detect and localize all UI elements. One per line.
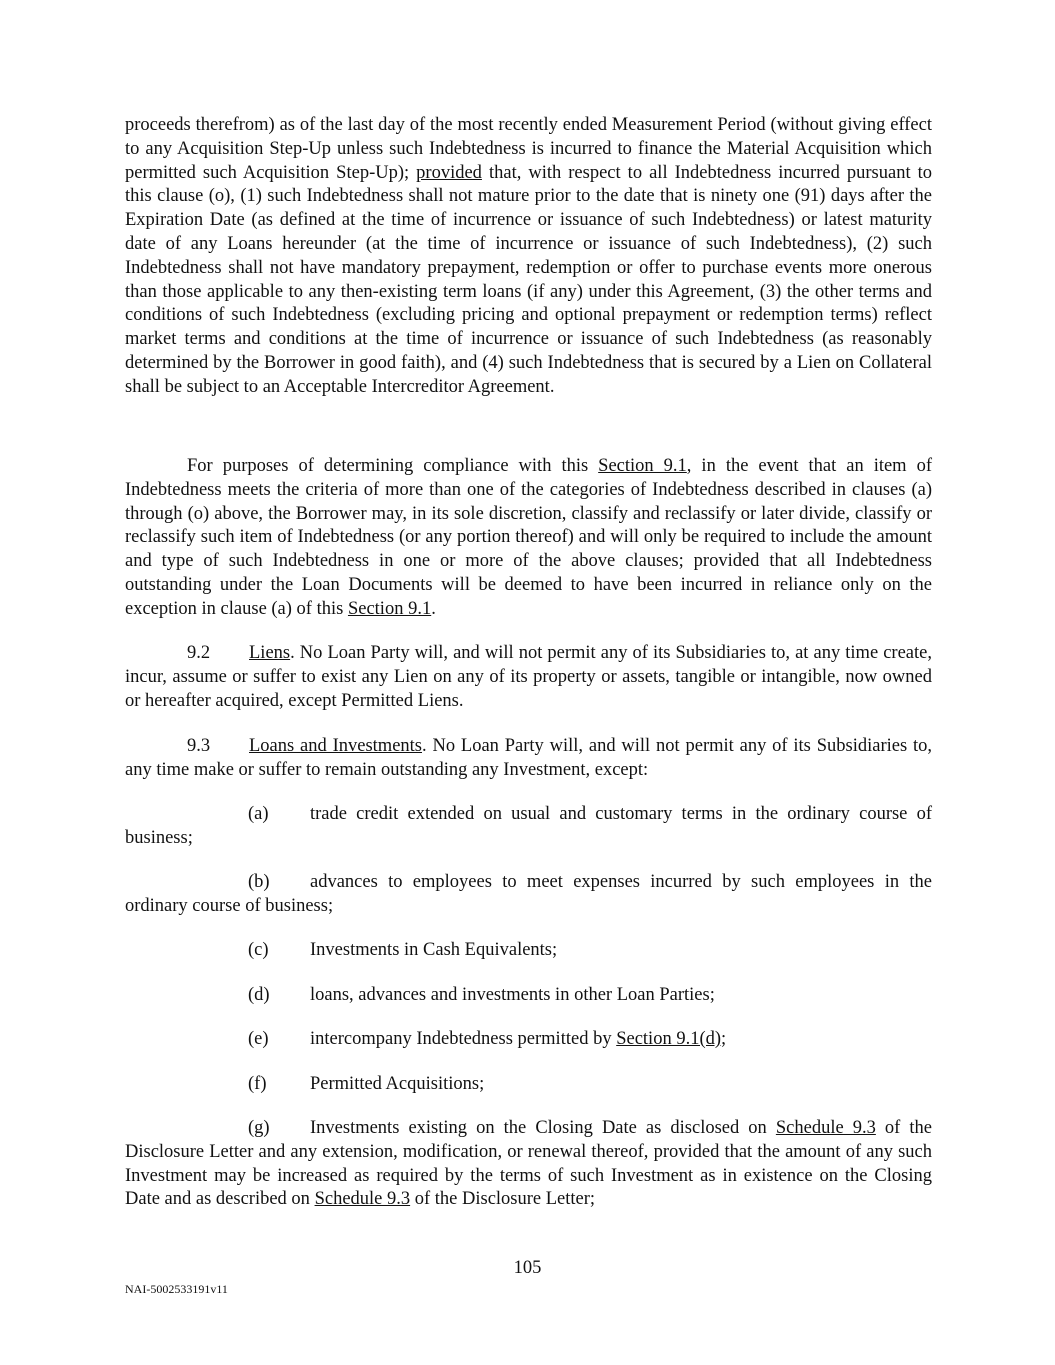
section-9-1-link[interactable]: Section 9.1 [598,456,687,476]
clause-label: (d) [248,985,270,1005]
section-title: Liens [249,643,291,663]
section-number: 9.2 [187,643,211,663]
schedule-9-3-link[interactable]: Schedule 9.3 [775,1118,876,1138]
paragraph-compliance-section-9-1: For purposes of determining compliance with this Section 9.1, in the event that an item of Indebtedness meets the criteria of more than one of the categories of Indebtedness described in clauses (a) through (o) above, the Borrower may, in its sole discretion, classify and reclassify or later divide, classify or reclassify such item of Indebtedness (or any portion thereof) and will only be required to include the amount and type of such Indebtedness in one or more of the above clauses; provided that all Indebtedness outstanding under the Loan Documents will be deemed to have been incurred in reliance only on the exception in clause (a) of this Section 9.1. [125,456,932,619]
clause-e: (e) intercompany Indebtedness permitted by Section 9.1(d); [125,1028,932,1052]
paragraph-indebtedness-clause-o: proceeds therefrom) as of the last day of the most recently ended Measurement Period (without giving effect to any Acquisition Step-Up unless such Indebtedness is incurred to finance the Material Acquisition which permitted such Acquisition Step-Up); provided that, with respect to all Indebtedness incurred pursuant to this clause (o), (1) such Indebtedness shall not mature prior to the date that is ninety one (91) days after the Expiration Date (as defined at the time of incurrence or issuance of such Indebtedness) or latest maturity date of any Loans hereunder (at the time of incurrence or issuance of such Indebtedness), (2) such Indebtedness shall not have mandatory prepayment, redemption or offer to purchase events more onerous than those applicable to any then-existing term loans (if any) under this Agreement, (3) the other terms and conditions of such Indebtedness (excluding pricing and optional prepayment or redemption terms) reflect market terms and conditions at the time of incurrence or issuance of such Indebtedness (as reasonably determined by the Borrower in good faith), and (4) such Indebtedness that is secured by a Lien on Collateral shall be subject to an Acceptable Intercreditor Agreement. [125,115,932,397]
section-number: 9.3 [187,736,211,756]
section-9-3-loans-and-investments: 9.3 Loans and Investments. No Loan Party will, and will not permit any of its Subsidiaries to, any time make or suffer to remain outstanding any Investment, except: [125,736,933,780]
clause-d: (d) loans, advances and investments in other Loan Parties; [125,984,932,1008]
clause-c: (c) Investments in Cash Equivalents; [125,939,932,963]
section-9-2-liens: 9.2 Liens. No Loan Party will, and will not permit any of its Subsidiaries to, at any time create, incur, assume or suffer to exist any Lien on any of its property or assets, tangible or intangible, now owned or hereafter acquired, except Permitted Liens. [125,643,932,711]
document-id: NAI-5002533191v11 [125,1282,228,1296]
clause-f: (f) Permitted Acquisitions; [125,1073,932,1097]
clause-label: (f) [248,1074,267,1094]
clause-g: (g) Investments existing on the Closing Date as disclosed on Schedule 9.3 of the Disclosure Letter and any extension, modification, or renewal thereof, provided that the amount of any such Investment may be increased as required by the terms of such Investment as in existence on the Closing Date and as described on Schedule 9.3 of the Disclosure Letter; [125,1118,933,1210]
clause-label: (c) [248,940,269,960]
section-9-1-link[interactable]: Section 9.1 [347,598,432,619]
page-number: 105 [513,1258,542,1278]
clause-label: (b) [248,872,270,892]
clause-b: (b) advances to employees to meet expenses incurred by such employees in the ordinary course of business; [125,872,932,916]
section-9-1-d-link[interactable]: Section 9.1(d) [616,1029,722,1049]
clause-a: (a) trade credit extended on usual and customary terms in the ordinary course of business; [125,804,932,848]
section-title: Loans and Investments [249,736,422,756]
clause-label: (a) [248,804,269,824]
schedule-9-3-link[interactable]: Schedule 9.3 [314,1189,411,1210]
clause-label: (g) [248,1118,270,1138]
provided-term: provided [416,162,482,183]
clause-label: (e) [248,1029,269,1049]
